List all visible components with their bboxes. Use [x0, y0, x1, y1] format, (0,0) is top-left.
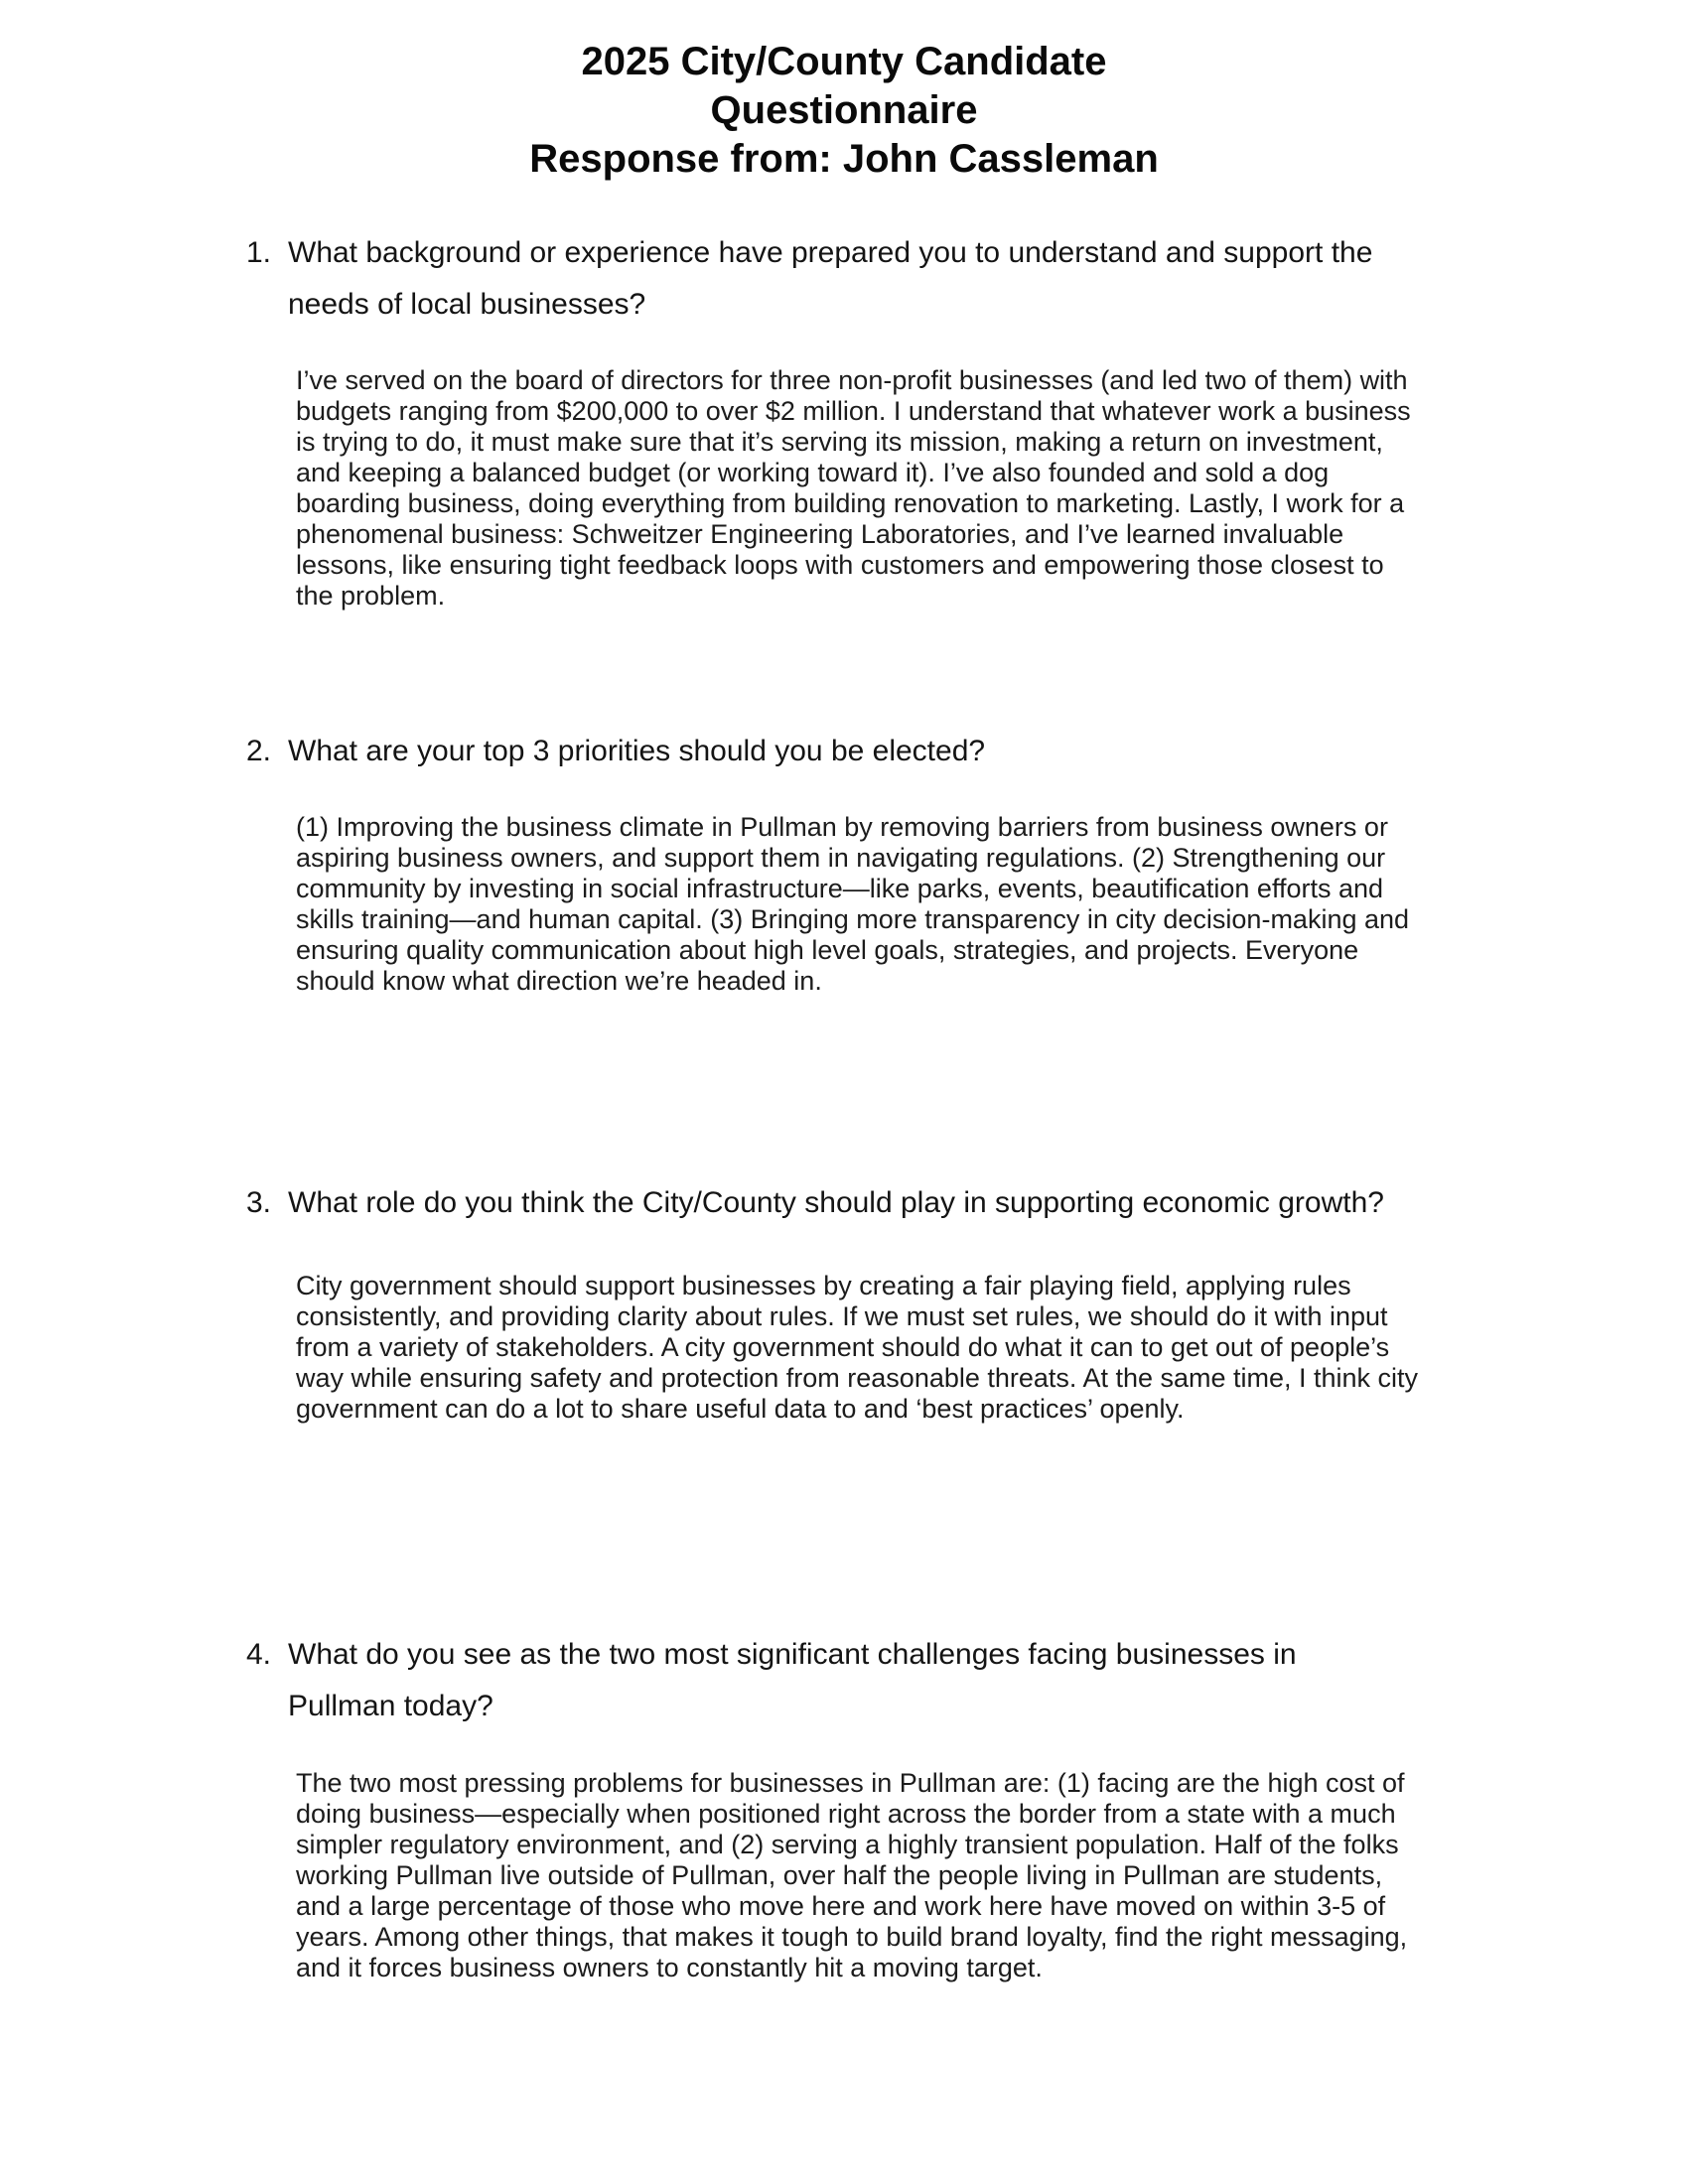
questionnaire-body — [246, 227, 1537, 1983]
title-line-3: Response from: John Cassleman — [529, 137, 1159, 181]
question-2-number: 2. — [246, 735, 272, 767]
question-1-text: What background or experience have prepared you to understand and support the needs of local businesses? — [288, 236, 1373, 321]
page-title — [0, 0, 1688, 184]
question-3-number: 3. — [246, 1186, 272, 1219]
title-line-2: Questionnaire — [710, 88, 978, 132]
answer-1-text: I’ve served on the board of directors for three non-profit businesses (and led two of them) with budgets ranging from $200,000 to over $2 million. I understand that whatever work a business is trying to do, it must make sure that it’s serving its mission, making a return on investment, and keeping a balanced budget (or working toward it). I’ve also founded and sold a dog boarding business, doing everything from building renovation to marketing. Lastly, I work for a phenomenal business: Schweitzer Engineering Laboratories, and I’ve learned invaluable lessons, like ensuring tight feedback loops with customers and empowering those closest to the problem. — [296, 365, 1411, 611]
question-2 — [246, 726, 1537, 777]
question-1-number: 1. — [246, 236, 272, 269]
question-4-text: What do you see as the two most significant challenges facing businesses in Pullman today? — [288, 1638, 1297, 1722]
question-3-text: What role do you think the City/County should play in supporting economic growth? — [288, 1186, 1384, 1219]
question-4 — [246, 1629, 1537, 1732]
title-line-1: 2025 City/County Candidate — [581, 40, 1107, 83]
question-3 — [246, 1177, 1537, 1229]
answer-2-text: (1) Improving the business climate in Pullman by removing barriers from business owners or aspiring business owners, and support them in navigating regulations. (2) Strengthening our community by investing in social infrastructure—like parks, events, beautification efforts and skills training—and human capital. (3) Bringing more transparency in city decision-making and ensuring quality communication about high level goals, strategies, and projects. Everyone should know what direction we’re headed in. — [296, 812, 1410, 996]
question-1 — [246, 227, 1537, 331]
question-4-number: 4. — [246, 1638, 272, 1671]
answer-4-text: The two most pressing problems for businesses in Pullman are: (1) facing are the high cost of doing business—especially when positioned right across the border from a state with a much simpler regulatory environment, and (2) serving a highly transient population. Half of the folks working Pullman live outside of Pullman, over half the people living in Pullman are students, and a large percentage of those who move here and work here have moved on within 3-5 of years. Among other things, that makes it tough to build brand loyalty, find the right messaging, and it forces business owners to constantly hit a moving target. — [296, 1768, 1408, 1982]
answer-3-text: City government should support businesses by creating a fair playing field, applying rules consistently, and providing clarity about rules. If we must set rules, we should do it with input from a variety of stakeholders. A city government should do what it can to get out of people’s way while ensuring safety and protection from reasonable threats. At the same time, I think city government can do a lot to share useful data to and ‘best practices’ openly. — [296, 1271, 1419, 1424]
question-2-text: What are your top 3 priorities should you be elected? — [288, 735, 986, 767]
